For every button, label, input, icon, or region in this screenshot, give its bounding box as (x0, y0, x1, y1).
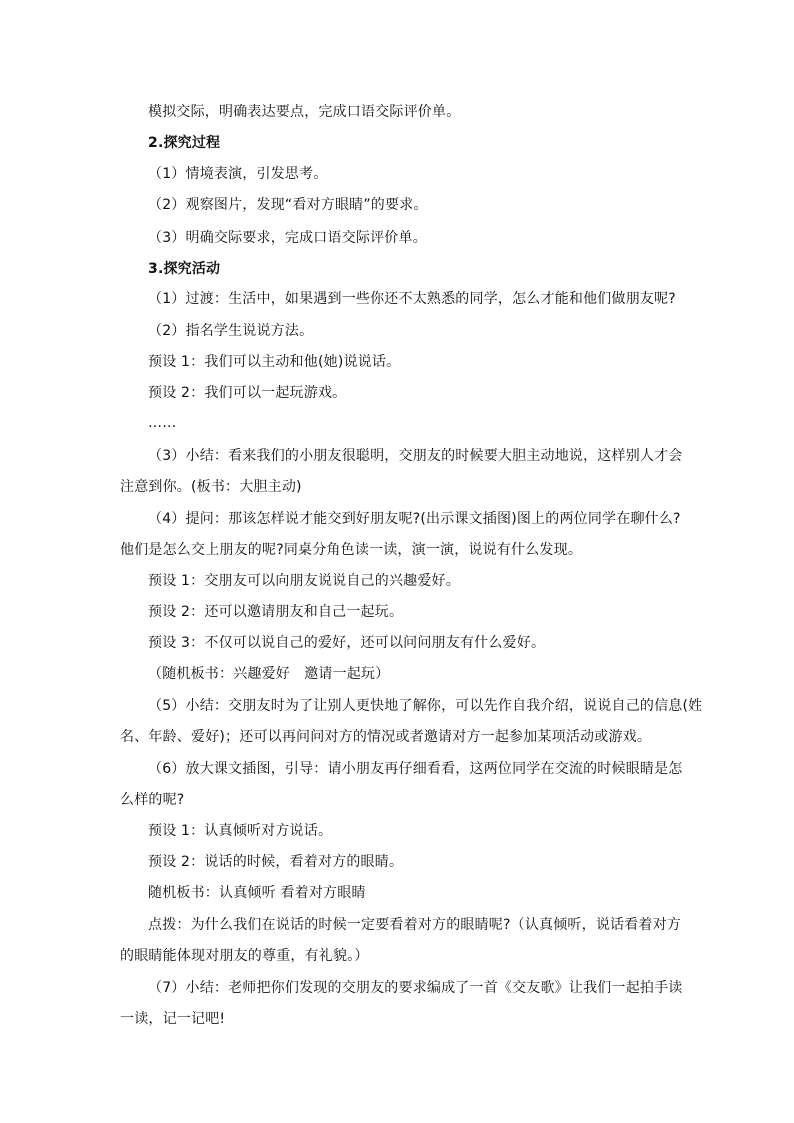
paragraph-line: （7）小结：老师把你们发现的交朋友的要求编成了一首《交友歌》让我们一起拍手读 (148, 980, 683, 996)
paragraph-line: 他们是怎么交上朋友的呢?同桌分角色读一读，演一演，说说有什么发现。 (120, 542, 583, 558)
paragraph-line: 名、年龄、爱好)；还可以再问问对方的情况或者邀请对方一起参加某项活动或游戏。 (120, 729, 652, 745)
paragraph-line: 点拨：为什么我们在说话的时候一定要看着对方的眼睛呢?（认真倾听，说话看着对方 (148, 917, 682, 933)
paragraph-line: 么样的呢? (120, 792, 185, 808)
paragraph-line: 预设 1：我们可以主动和他(她)说说话。 (148, 354, 401, 370)
paragraph-line: （1）情境表演，引发思考。 (148, 166, 328, 182)
paragraph-line: （2）指名学生说说方法。 (148, 323, 314, 339)
section-heading: 3.探究活动 (148, 261, 221, 277)
paragraph-line: 模拟交际，明确表达要点，完成口语交际评价单。 (148, 104, 461, 120)
paragraph-line: （2）观察图片，发现“看对方眼睛”的要求。 (148, 197, 428, 213)
ellipsis-line: …… (148, 415, 177, 431)
paragraph-line: 预设 3：不仅可以说自己的爱好，还可以问问朋友有什么爱好。 (148, 635, 546, 651)
paragraph-line: 预设 1：交朋友可以向朋友说说自己的兴趣爱好。 (148, 573, 460, 589)
paragraph-line: 注意到你。(板书：大胆主动) (120, 479, 302, 495)
paragraph-line: （1）过渡：生活中，如果遇到一些你还不太熟悉的同学，怎么才能和他们做朋友呢? (148, 291, 676, 307)
section-heading: 2.探究过程 (148, 135, 221, 151)
paragraph-line: （3）明确交际要求，完成口语交际评价单。 (148, 230, 427, 246)
paragraph-line: 预设 2：说话的时候，看着对方的眼睛。 (148, 854, 404, 870)
paragraph-line: 预设 2：还可以邀请朋友和自己一起玩。 (148, 604, 404, 620)
paragraph-line: 预设 1：认真倾听对方说话。 (148, 823, 333, 839)
paragraph-line: （随机板书：兴趣爱好 邀请一起玩） (148, 666, 390, 682)
paragraph-line: （3）小结：看来我们的小朋友很聪明，交朋友的时候要大胆主动地说，这样别人才会 (148, 448, 683, 464)
paragraph-line: （6）放大课文插图，引导：请小朋友再仔细看看，这两位同学在交流的时候眼睛是怎 (148, 761, 683, 777)
paragraph-line: 的眼睛能体现对朋友的尊重，有礼貌。） (120, 948, 369, 964)
paragraph-line: 一读，记一记吧! (120, 1011, 226, 1027)
paragraph-line: 预设 2：我们可以一起玩游戏。 (148, 385, 347, 401)
paragraph-line: （5）小结：交朋友时为了让别人更快地了解你，可以先作自我介绍，说说自己的信息(姓 (148, 698, 703, 714)
paragraph-line: （4）提问：那该怎样说才能交到好朋友呢?(出示课文插图)图上的两位同学在聊什么? (148, 511, 681, 527)
paragraph-line: 随机板书：认真倾听 看着对方眼睛 (148, 885, 366, 901)
